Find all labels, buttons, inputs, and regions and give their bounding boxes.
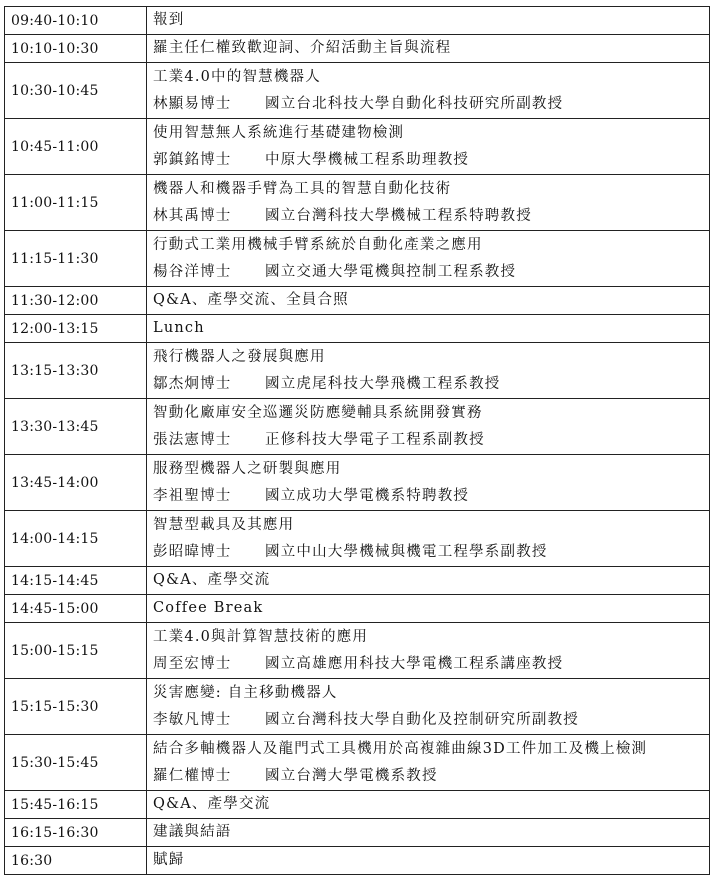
time-slot: 09:40-10:10	[5, 7, 147, 35]
schedule-row	[5, 63, 710, 119]
speaker-affiliation: 正修科技大學電子工程系副教授	[265, 431, 485, 448]
activity-cell	[147, 847, 710, 875]
schedule-row	[5, 343, 710, 399]
activity-cell	[147, 231, 710, 287]
speaker-affiliation: 國立高雄應用科技大學電機工程系講座教授	[265, 655, 564, 672]
speaker-name: 林其禹博士	[153, 207, 232, 224]
talk-title: 災害應變: 自主移動機器人	[153, 684, 338, 701]
time-slot: 14:00-14:15	[5, 511, 147, 567]
activity-cell	[147, 511, 710, 567]
time-slot: 15:30-15:45	[5, 735, 147, 791]
schedule-row	[5, 511, 710, 567]
schedule-row	[5, 847, 710, 875]
activity-text: Coffee Break	[153, 600, 264, 616]
talk-title: 使用智慧無人系統進行基礎建物檢測	[153, 124, 405, 141]
speaker-line	[153, 539, 709, 566]
schedule-row	[5, 35, 710, 63]
activity-text: Q&A、產學交流、全員合照	[153, 292, 349, 308]
activity-cell	[147, 315, 710, 343]
speaker-name: 彭昭暐博士	[153, 543, 232, 560]
talk-title: 智慧型載具及其應用	[153, 516, 295, 533]
schedule-table	[4, 6, 710, 875]
talk-title: 智動化廠庫安全巡邏災防應變輔具系統開發實務	[153, 404, 483, 421]
time-slot: 11:15-11:30	[5, 231, 147, 287]
speaker-affiliation: 國立中山大學機械與機電工程學系副教授	[265, 543, 548, 560]
schedule-row	[5, 455, 710, 511]
talk-title: 服務型機器人之研製與應用	[153, 460, 342, 477]
speaker-affiliation: 國立虎尾科技大學飛機工程系教授	[265, 375, 501, 392]
schedule-row	[5, 791, 710, 819]
activity-cell	[147, 287, 710, 315]
activity-cell	[147, 35, 710, 63]
schedule-row	[5, 7, 710, 35]
activity-cell	[147, 63, 710, 119]
activity-text: Lunch	[153, 320, 205, 336]
schedule-body	[5, 7, 710, 875]
schedule-row	[5, 399, 710, 455]
activity-text: 建議與結語	[153, 824, 232, 840]
time-slot: 13:45-14:00	[5, 455, 147, 511]
time-slot: 13:15-13:30	[5, 343, 147, 399]
activity-cell	[147, 7, 710, 35]
activity-cell	[147, 623, 710, 679]
time-slot: 12:00-13:15	[5, 315, 147, 343]
time-slot: 14:45-15:00	[5, 595, 147, 623]
speaker-name: 林顯易博士	[153, 95, 232, 112]
activity-cell	[147, 735, 710, 791]
activity-cell	[147, 679, 710, 735]
talk-title: 機器人和機器手臂為工具的智慧自動化技術	[153, 180, 452, 197]
speaker-name: 楊谷洋博士	[153, 263, 232, 280]
activity-text: Q&A、產學交流	[153, 796, 271, 812]
talk-title: 工業4.0與計算智慧技術的應用	[153, 628, 369, 645]
schedule-row	[5, 623, 710, 679]
activity-cell	[147, 343, 710, 399]
schedule-row	[5, 567, 710, 595]
time-slot: 15:45-16:15	[5, 791, 147, 819]
speaker-affiliation: 國立台灣科技大學機械工程系特聘教授	[265, 207, 532, 224]
speaker-line	[153, 707, 709, 734]
schedule-row	[5, 175, 710, 231]
speaker-name: 周至宏博士	[153, 655, 232, 672]
time-slot: 13:30-13:45	[5, 399, 147, 455]
speaker-affiliation: 中原大學機械工程系助理教授	[265, 151, 470, 168]
activity-cell	[147, 567, 710, 595]
activity-cell	[147, 791, 710, 819]
activity-cell	[147, 819, 710, 847]
schedule-row	[5, 679, 710, 735]
activity-cell	[147, 119, 710, 175]
activity-cell	[147, 399, 710, 455]
speaker-line	[153, 259, 709, 286]
activity-text: Q&A、產學交流	[153, 572, 271, 588]
activity-text: 賦歸	[153, 852, 185, 868]
speaker-line	[153, 483, 709, 510]
talk-title: 飛行機器人之發展與應用	[153, 348, 326, 365]
speaker-name: 李祖聖博士	[153, 487, 232, 504]
schedule-row	[5, 595, 710, 623]
speaker-name: 羅仁權博士	[153, 767, 232, 784]
talk-title: 結合多軸機器人及龍門式工具機用於高複雜曲線3D工件加工及機上檢測	[153, 740, 648, 757]
time-slot: 15:15-15:30	[5, 679, 147, 735]
speaker-line	[153, 427, 709, 454]
speaker-line	[153, 147, 709, 174]
time-slot: 10:10-10:30	[5, 35, 147, 63]
talk-title: 行動式工業用機械手臂系統於自動化產業之應用	[153, 236, 483, 253]
activity-text: 羅主任仁權致歡迎詞、介紹活動主旨與流程	[153, 40, 452, 56]
time-slot: 16:15-16:30	[5, 819, 147, 847]
talk-title: 工業4.0中的智慧機器人	[153, 68, 321, 85]
speaker-name: 李敏凡博士	[153, 711, 232, 728]
activity-cell	[147, 175, 710, 231]
time-slot: 10:45-11:00	[5, 119, 147, 175]
speaker-affiliation: 國立台灣科技大學自動化及控制研究所副教授	[265, 711, 579, 728]
speaker-affiliation: 國立台灣大學電機系教授	[265, 767, 438, 784]
time-slot: 15:00-15:15	[5, 623, 147, 679]
schedule-row	[5, 315, 710, 343]
speaker-affiliation: 國立台北科技大學自動化科技研究所副教授	[265, 95, 564, 112]
time-slot: 16:30	[5, 847, 147, 875]
time-slot: 14:15-14:45	[5, 567, 147, 595]
speaker-line	[153, 763, 709, 790]
speaker-line	[153, 371, 709, 398]
time-slot: 11:00-11:15	[5, 175, 147, 231]
activity-cell	[147, 595, 710, 623]
speaker-name: 鄒杰炯博士	[153, 375, 232, 392]
speaker-affiliation: 國立交通大學電機與控制工程系教授	[265, 263, 517, 280]
schedule-row	[5, 819, 710, 847]
schedule-row	[5, 287, 710, 315]
time-slot: 10:30-10:45	[5, 63, 147, 119]
speaker-affiliation: 國立成功大學電機系特聘教授	[265, 487, 470, 504]
activity-text: 報到	[153, 12, 185, 28]
schedule-row	[5, 231, 710, 287]
speaker-line	[153, 91, 709, 118]
speaker-name: 郭鎮銘博士	[153, 151, 232, 168]
speaker-name: 張法憲博士	[153, 431, 232, 448]
schedule-row	[5, 735, 710, 791]
schedule-row	[5, 119, 710, 175]
activity-cell	[147, 455, 710, 511]
speaker-line	[153, 203, 709, 230]
time-slot: 11:30-12:00	[5, 287, 147, 315]
speaker-line	[153, 651, 709, 678]
